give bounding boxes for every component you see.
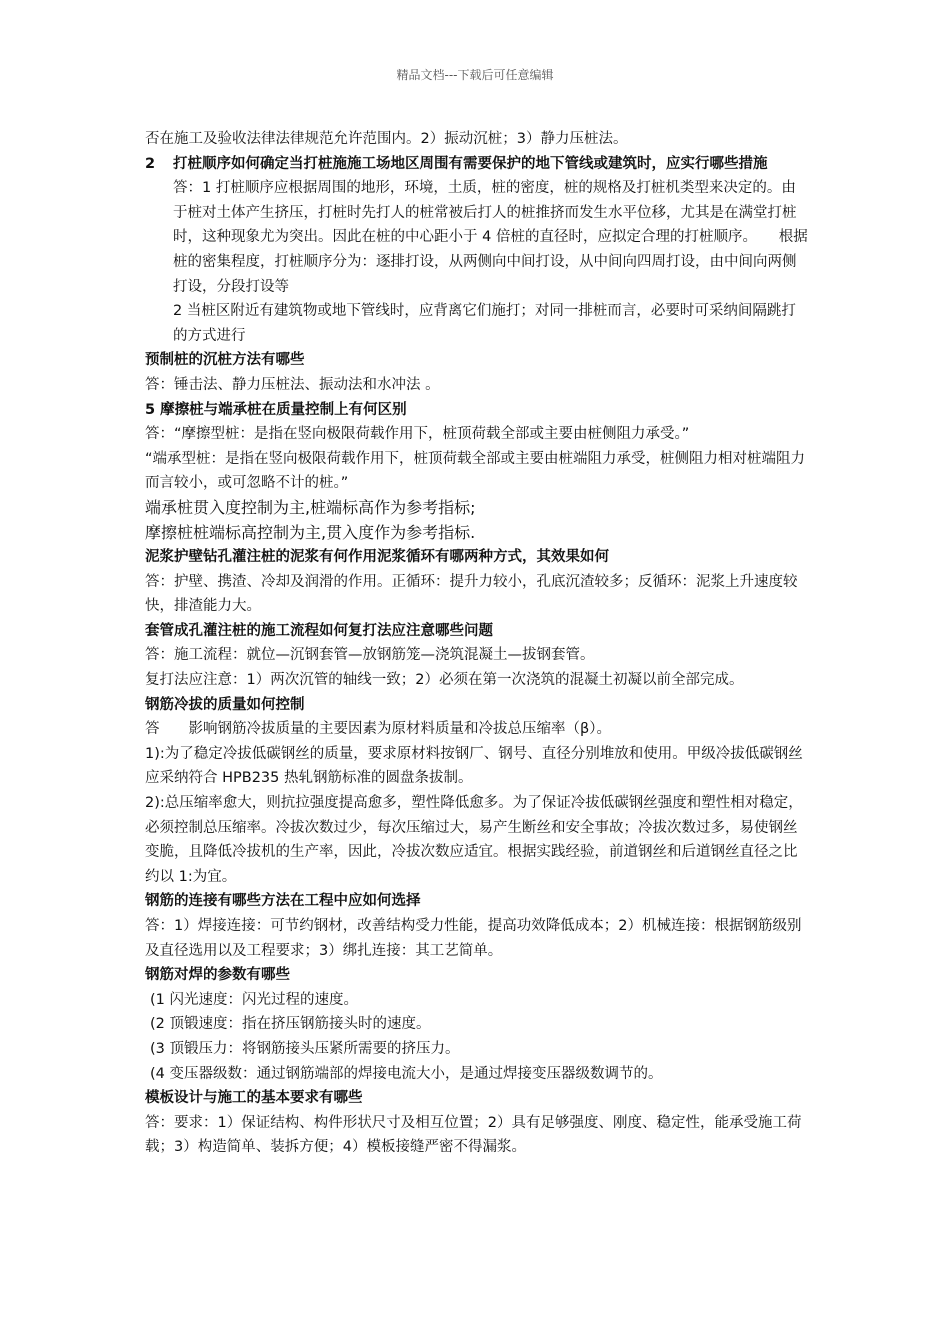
page-header: 精品文档---下载后可任意编辑 <box>396 68 554 82</box>
question-3: 预制桩的沉桩方法有哪些 <box>145 352 305 369</box>
answer-6: 答：护壁、携渣、冷却及润滑的作用。正循环：提升力较小，孔底沉渣较多；反循环：泥浆上升速度较快，排渣能力大。 <box>145 573 798 615</box>
answer-2-paragraph-2: 2 当桩区附近有建筑物或地下管线时，应背离它们施打；对同一排桩而言，必要时可采纳间隔跳打的方式进行 <box>173 303 796 344</box>
answer-5-paragraph-3: 端承桩贯入度控制为主,桩端标高作为参考指标; <box>145 497 476 517</box>
question-8: 钢筋冷拔的质量如何控制 <box>145 696 305 713</box>
question-2 <box>145 152 810 177</box>
answer-7-paragraph-1: 答：施工流程：就位—沉钢套管—放钢筋笼—浇筑混凝土—拔钢套管。 <box>145 647 595 664</box>
answer-10-item-1: (1 闪光速度：闪光过程的速度。 <box>150 991 358 1008</box>
answer-10-item-4: (4 变压器级数：通过钢筋端部的焊接电流大小，是通过焊接变压器级数调节的。 <box>150 1065 663 1082</box>
document-body <box>145 127 810 1160</box>
answer-5-paragraph-2: “端承型桩：是指在竖向极限荷载作用下，桩顶荷载全部或主要由桩端阻力承受，桩侧阻力相对桩端阻力而言较小，或可忽略不计的桩。” <box>145 450 806 492</box>
question-7: 套管成孔灌注桩的施工流程如何复打法应注意哪些问题 <box>145 622 493 639</box>
answer-3: 答：锤击法、静力压桩法、振动法和水冲法 。 <box>145 376 440 393</box>
question-text: 打桩顺序如何确定当打桩施施工场地区周围有需要保护的地下管线或建筑时，应实行哪些措施 <box>173 155 768 172</box>
answer-5-paragraph-1: 答：“摩擦型桩：是指在竖向极限荷载作用下，桩顶荷载全部或主要由桩侧阻力承受。” <box>145 426 690 443</box>
answer-2-paragraph-1: 答：1 打桩顺序应根据周围的地形，环境，土质，桩的密度，桩的规格及打桩机类型来决定的。由于桩对土体产生挤压，打桩时先打人的桩常被后打人的桩推挤而发生水平位移，尤其是在满堂打桩时，这种现象尤为突出。因此在桩的中心距小于 4 倍桩的直径时，应拟定合理的打桩顺序。 根据桩的密集程度，打桩顺序分为：逐排打设，从两侧向中间打设，从中间向四周打设，由中间向两侧打设，分段打设等 <box>173 180 808 295</box>
answer-10-item-3: (3 顶锻压力：将钢筋接头压紧所需要的挤压力。 <box>150 1040 460 1057</box>
question-5: 5 摩擦桩与端承桩在质量控制上有何区别 <box>145 401 407 418</box>
question-10: 钢筋对焊的参数有哪些 <box>145 967 290 984</box>
answer-8-paragraph-2: 1):为了稳定冷拔低碳钢丝的质量，要求原材料按钢厂、钢号、直径分别堆放和使用。甲级冷拔低碳钢丝应采纳符合 HPB235 热轧钢筋标准的圆盘条拔制。 <box>145 745 803 787</box>
answer-continuation: 否在施工及验收法律法律规范允许范围内。2）振动沉桩；3）静力压桩法。 <box>145 131 628 147</box>
question-11: 模板设计与施工的基本要求有哪些 <box>145 1090 363 1107</box>
answer-7-paragraph-2: 复打法应注意：1）两次沉管的轴线一致；2）必须在第一次浇筑的混凝土初凝以前全部完成。 <box>145 672 744 689</box>
answer-8-paragraph-1: 答 影响钢筋冷拔质量的主要因素为原材料质量和冷拔总压缩率（β）。 <box>145 721 612 738</box>
answer-5-paragraph-4: 摩擦桩桩端标高控制为主,贯入度作为参考指标. <box>145 522 476 542</box>
answer-11: 答：要求：1）保证结构、构件形状尺寸及相互位置；2）具有足够强度、刚度、稳定性，能承受施工荷载；3）构造简单、装拆方便；4）模板接缝严密不得漏浆。 <box>145 1114 802 1156</box>
answer-10-item-2: (2 顶锻速度：指在挤压钢筋接头时的速度。 <box>150 1016 431 1033</box>
question-9: 钢筋的连接有哪些方法在工程中应如何选择 <box>145 893 421 910</box>
answer-8-paragraph-3: 2):总压缩率愈大，则抗拉强度提高愈多，塑性降低愈多。为了保证冷拔低碳钢丝强度和塑性相对稳定，必须控制总压缩率。冷拔次数过少，每次压缩过大，易产生断丝和安全事故；冷拔次数过多，易使钢丝变脆，且降低冷拔机的生产率，因此，冷拔次数应适宜。根据实践经验，前道钢丝和后道钢丝直径之比约以 1:为宜。 <box>145 795 803 885</box>
question-6: 泥浆护壁钻孔灌注桩的泥浆有何作用泥浆循环有哪两种方式，其效果如何 <box>145 549 609 566</box>
question-number: 2 <box>145 155 156 172</box>
answer-9: 答：1）焊接连接：可节约钢材，改善结构受力性能，提高功效降低成本；2）机械连接：根据钢筋级别及直径选用以及工程要求；3）绑扎连接：其工艺简单。 <box>145 918 802 959</box>
